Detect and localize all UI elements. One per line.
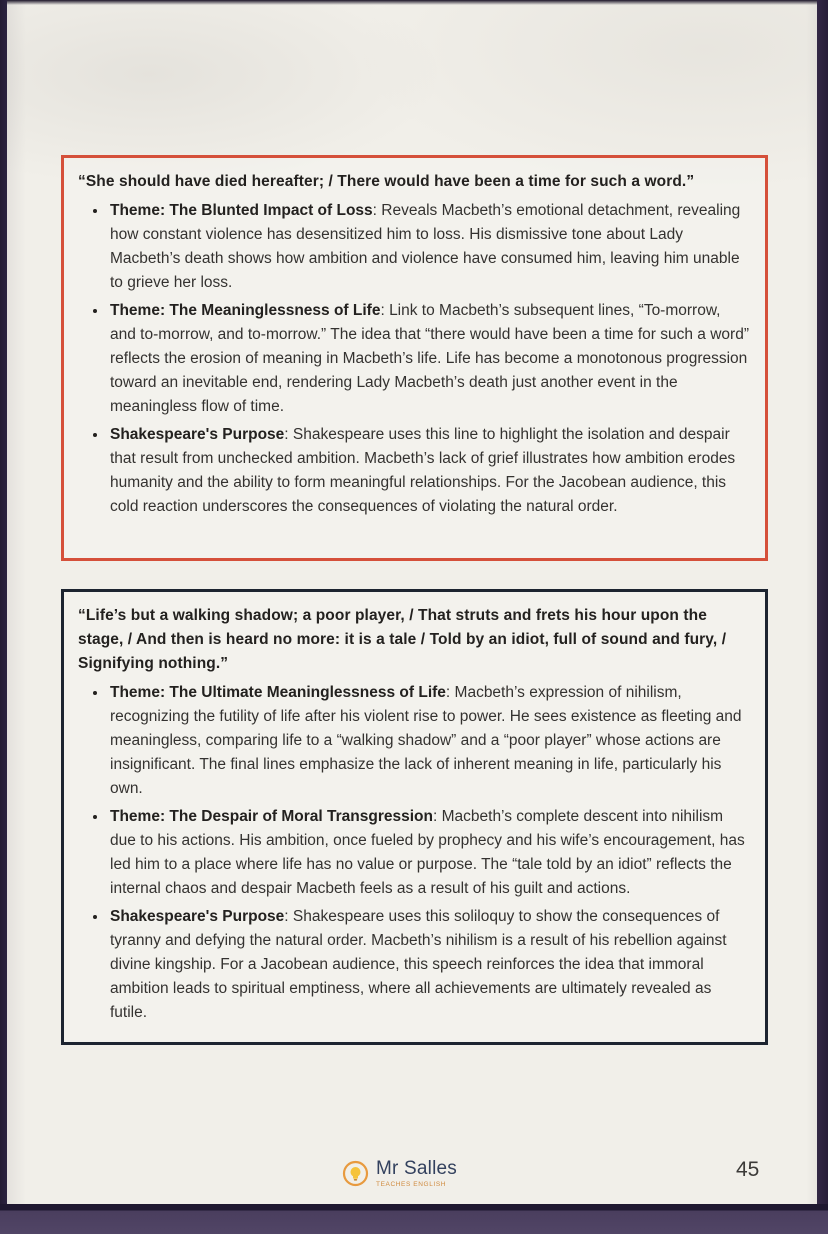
- scan-edge-right: [817, 0, 828, 1234]
- quote-box-hereafter: [61, 155, 768, 561]
- bullet-label: Theme: The Blunted Impact of Loss: [110, 202, 373, 219]
- bullet-text: : Macbeth’s complete descent into nihilism due to his actions. His ambition, once fueled by prophecy and his wife’s encouragement, has led him to a place where life has no value or purpose. The “tale told by an idiot” reflects the internal chaos and despair Macbeth feels as a result of his guilt and actions.: [110, 808, 745, 897]
- bullet-item: [108, 904, 750, 1025]
- brand-text: [376, 1158, 457, 1189]
- bullet-list: [78, 198, 750, 519]
- bullet-label: Theme: The Despair of Moral Transgression: [110, 808, 433, 825]
- bullet-text: : Shakespeare uses this soliloquy to show the consequences of tyranny and defying the natural order. Macbeth’s nihilism is a result of his rebellion against divine kingship. For a Jacobean audience, this speech reinforces the idea that immoral ambition leads to spiritual emptiness, where all achievements are ultimately revealed as futile.: [110, 908, 727, 1021]
- bullet-text: : Macbeth’s expression of nihilism, recognizing the futility of life after his violent rise to power. He sees existence as fleeting and meaningless, comparing life to a “walking shadow” and a “poor player” whose actions are insignificant. The final lines emphasize the lack of inherent meaning in life, particularly his own.: [110, 684, 742, 797]
- bullet-label: Shakespeare's Purpose: [110, 426, 285, 443]
- bullet-label: Shakespeare's Purpose: [110, 908, 285, 925]
- bullet-item: [108, 298, 750, 419]
- quote-heading: “Life’s but a walking shadow; a poor player, / That struts and frets his hour upon the stage, / And then is heard no more: it is a tale / Told by an idiot, full of sound and fury, / Signifying nothing.”: [78, 607, 727, 672]
- bullet-item: [108, 422, 750, 519]
- bullet-list: [78, 680, 750, 1025]
- lightbulb-icon: [342, 1160, 369, 1187]
- bullet-item: [108, 680, 750, 801]
- brand-logo: [342, 1158, 457, 1189]
- bullet-text: : Link to Macbeth’s subsequent lines, “To-morrow, and to-morrow, and to-morrow.” The idea that “there would have been a time for such a word” reflects the erosion of meaning in Macbeth’s life. Life has become a monotonous progression toward an inevitable end, rendering Lady Macbeth’s death just another event in the meaningless flow of time.: [110, 302, 749, 415]
- scan-edge-top: [0, 0, 828, 5]
- bullet-item: [108, 198, 750, 295]
- bullet-label: Theme: The Meaninglessness of Life: [110, 302, 381, 319]
- bullet-text: : Reveals Macbeth’s emotional detachment, revealing how constant violence has desensitized him to loss. His dismissive tone about Lady Macbeth’s death shows how ambition and violence have consumed him, leaving him unable to grieve her loss.: [110, 202, 741, 291]
- scan-edge-bottom: [0, 1204, 828, 1234]
- quote-heading: “She should have died hereafter; / There would have been a time for such a word.”: [78, 173, 695, 190]
- scan-edge-left: [0, 0, 7, 1234]
- bullet-label: Theme: The Ultimate Meaninglessness of Life: [110, 684, 446, 701]
- brand-name: Mr Salles: [376, 1158, 457, 1179]
- bullet-item: [108, 804, 750, 901]
- page-number: 45: [736, 1158, 760, 1181]
- brand-tagline: TEACHES ENGLISH: [376, 1181, 447, 1188]
- quote-box-walking-shadow: [61, 589, 768, 1045]
- bullet-text: : Shakespeare uses this line to highlight the isolation and despair that result from unchecked ambition. Macbeth’s lack of grief illustrates how ambition erodes humanity and the ability to form meaningful relationships. For the Jacobean audience, this cold reaction underscores the consequences of violating the natural order.: [110, 426, 736, 515]
